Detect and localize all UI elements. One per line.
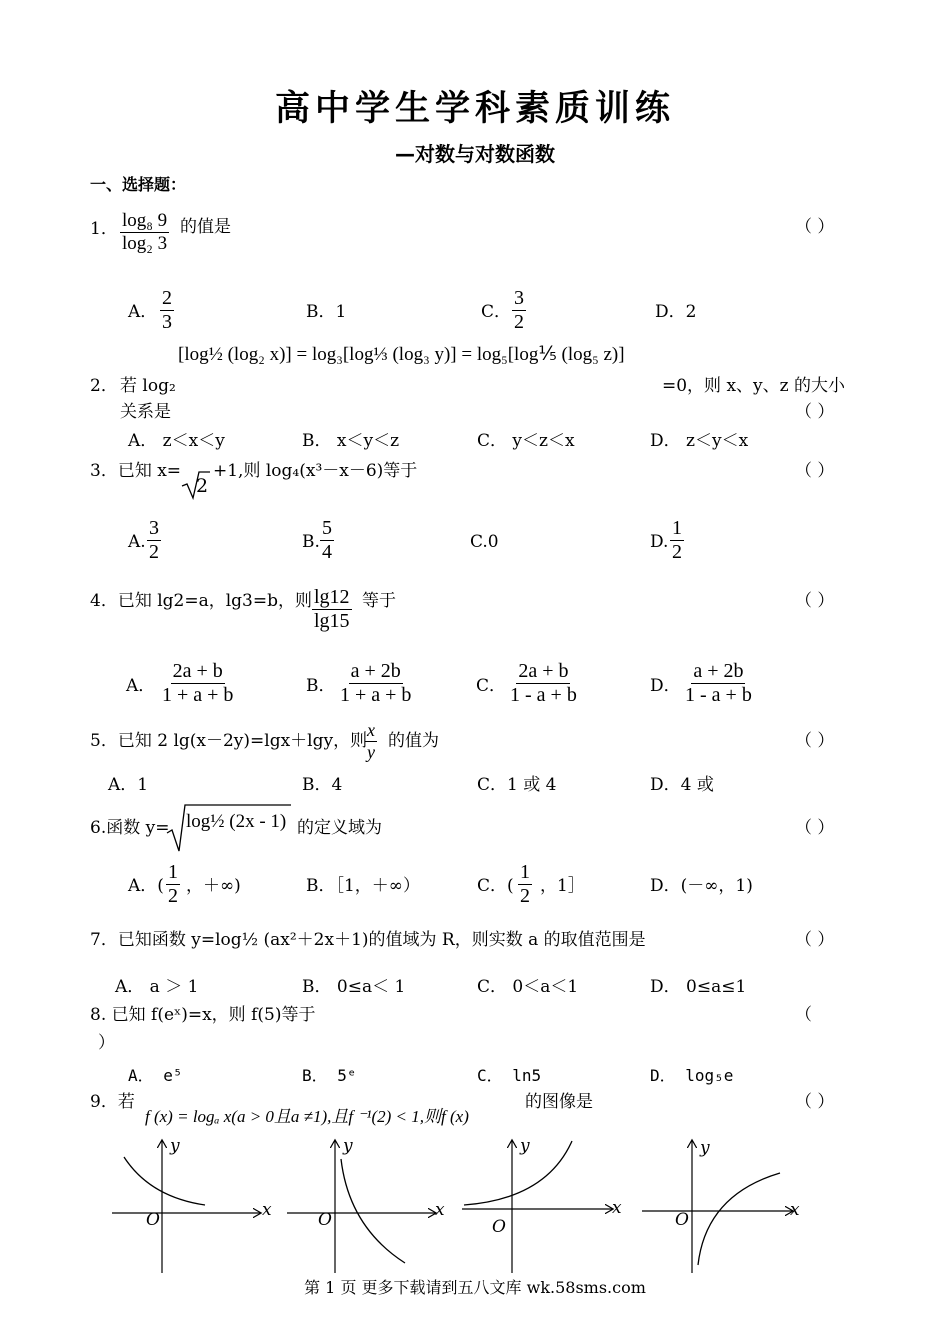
q4-option-d-label: D． [650,676,681,696]
q5-text: 5．已知 2 lg(x－2y)=lgx＋lgy，则 [90,731,368,751]
q4-option-d-fraction [683,660,754,707]
q4-option-c-fraction [508,660,579,707]
q6-text-end: 的定义域为 [297,818,382,838]
q2-option-b: B． x＜y＜z [302,431,400,451]
q6-option-c-start: C．( [477,876,514,896]
q4-b-den: 1 + a + b [340,684,412,706]
section-heading: 一、选择题： [90,175,187,194]
q1-option-d: D．2 [655,302,697,322]
q4-a-den: 1 + a + b [162,684,234,706]
q4-option-a-label: A． [126,676,156,696]
q3-a-den: 2 [149,541,159,563]
q9-graph-d [640,1135,808,1275]
q4-frac-den: lg15 [314,610,350,632]
q1-a-den: 3 [162,311,172,333]
q3-a-num: 3 [149,517,159,539]
q1-option-c-label: C． [481,302,512,322]
q9-text-end: 的图像是 [525,1092,593,1112]
q1-answer-paren: （ ） [795,217,835,237]
q9-graph-c [460,1135,628,1275]
q9-graph-b-origin: O [318,1210,332,1230]
q3-option-b-fraction [320,517,334,564]
q7-option-d: D． 0≤a≤1 [650,977,747,997]
q4-d-den: 1 - a + b [685,684,752,706]
q7-answer-paren: （ ） [795,930,835,950]
q9-answer-paren: （ ） [795,1092,835,1112]
q5-option-a: A．1 [108,775,149,795]
curve [464,1141,572,1205]
q8-option-a: A． e⁵ [128,1066,183,1085]
q4-answer-paren: （ ） [795,591,835,611]
q3-d-num: 1 [672,517,682,539]
q6-a-den: 2 [168,885,178,907]
q9-graph-d-origin: O [675,1210,689,1230]
q5-fraction [365,720,377,763]
q6-c-num: 1 [520,861,530,883]
q8-option-c: C． ln5 [477,1066,542,1085]
q1-option-b: B．1 [306,302,347,322]
q7-text: 7．已知函数 y=log½ (ax²＋2x＋1)的值域为 R，则实数 a 的取值范围是 [90,930,646,950]
curve [341,1159,405,1263]
q3-option-d-fraction [670,517,684,564]
q3-b-den: 4 [322,541,332,563]
q4-option-c-label: C． [476,676,507,696]
q6-root-expression: log½ (2x - 1) [186,811,287,832]
q3-option-d-label: D. [650,532,669,552]
q9-graph-c-y-label: y [520,1136,530,1156]
q6-text: 6.函数 y= [90,818,170,838]
q5-frac-num: x [367,720,375,740]
q7-option-b: B． 0≤a＜ 1 [302,977,406,997]
q1-frac-den: log₂ 3 [122,233,168,254]
q6-option-c-end: ，1］ [540,876,585,896]
q1-number: 1． [90,219,118,239]
q9-graph-b [285,1135,453,1275]
q8-paren-close: ） [98,1033,115,1053]
q1-a-num: 2 [162,287,172,309]
q4-option-b-fraction [338,660,413,707]
q1-fraction [120,210,169,255]
q5-option-d: D．4 或 [650,775,714,795]
q3-text-end: +1,则 log₄(x³－x－6)等于 [213,461,418,481]
q5-option-c: C．1 或 4 [477,775,557,795]
q9-graph-b-x-label: x [435,1200,445,1220]
q4-frac-num: lg12 [314,586,350,608]
q9-graph-c-x-label: x [612,1198,622,1218]
q2-option-d: D． z＜y＜x [650,431,749,451]
q1-c-num: 3 [514,287,524,309]
q2-text-relation: 关系是 [120,402,171,422]
q5-text-end: 的值为 [388,731,439,751]
q1-option-c-fraction [512,287,526,334]
q4-a-num: 2a + b [172,660,223,682]
q4-text: 4．已知 lg2=a，lg3=b，则 [90,591,312,611]
q2-option-a: A． z＜x＜y [128,431,225,451]
q8-paren-open: （ [795,1005,812,1025]
page-title: 高中学生学科素质训练 [274,89,675,129]
q3-option-a-fraction [147,517,161,564]
q2-option-c: C． y＜z＜x [477,431,575,451]
curve [698,1173,780,1265]
q8-text: 8. 已知 f(eˣ)=x，则 f(5)等于 [90,1005,316,1025]
q4-b-num: a + 2b [350,660,401,682]
q3-option-a-label: A. [128,532,146,552]
q6-a-num: 1 [168,861,178,883]
q4-d-num: a + 2b [693,660,744,682]
page-footer: 第 1 页 更多下载请到五八文库 wk.58sms.com [304,1278,646,1297]
q3-text: 3．已知 x= [90,461,182,481]
q9-graph-d-x-label: x [790,1200,800,1220]
q6-option-a-start: A．( [128,876,164,896]
q3-d-den: 2 [672,541,682,563]
q6-option-c-fraction [518,861,532,908]
q8-option-b: B． 5ᵉ [302,1066,357,1085]
curve [124,1157,205,1205]
q3-answer-paren: （ ） [795,461,835,481]
q9-graph-a-origin: O [146,1210,160,1230]
q9-graph-a [110,1135,278,1275]
q9-formula: f (x) = logₐ x(a > 0且a ≠1),且f ⁻¹(2) < 1,则f (x) [145,1107,469,1126]
q4-c-num: 2a + b [518,660,569,682]
q1-c-den: 2 [514,311,524,333]
q2-answer-paren: （ ） [795,402,835,422]
q9-graph-b-y-label: y [343,1136,353,1156]
q6-option-a-fraction [166,861,180,908]
q9-graph-d-y-label: y [700,1138,710,1158]
q4-option-a-fraction [160,660,235,707]
q5-answer-paren: （ ） [795,731,835,751]
q1-option-a-label: A． [128,302,158,322]
page-subtitle: —对数与对数函数 [395,142,555,166]
q6-answer-paren: （ ） [795,818,835,838]
q6-option-a-end: ，＋∞) [186,876,241,896]
q3-option-b-label: B. [302,532,320,552]
q8-option-d: D． log₅e [650,1066,734,1085]
q6-option-b: B．［1，＋∞） [306,876,420,896]
q9-graph-a-x-label: x [262,1200,272,1220]
q9-graph-c-origin: O [492,1217,506,1237]
q4-c-den: 1 - a + b [510,684,577,706]
q1-option-a-fraction [160,287,174,334]
q3-b-num: 5 [322,517,332,539]
q1-frac-num: log₈ 9 [122,210,168,231]
q6-option-d: D．(－∞，1) [650,876,753,896]
q2-formula: [log½ (log₂ x)] = log₃[log⅓ (log₃ y)] = log₅[log⅕ (log₅ z)] [178,344,625,365]
q5-option-b: B．4 [302,775,343,795]
q6-c-den: 2 [520,885,530,907]
q3-sqrt-value: 2 [196,475,209,497]
q7-option-a: A． a ＞ 1 [115,977,199,997]
q4-option-b-label: B． [306,676,336,696]
q2-text-end: =0，则 x、y、z 的大小 [662,376,846,396]
q9-number: 9．若 [90,1092,135,1112]
q1-text: 的值是 [180,217,231,237]
q4-fraction [312,586,352,633]
q9-graph-a-y-label: y [170,1136,180,1156]
q4-text-end: 等于 [362,591,396,611]
q7-option-c: C． 0＜a＜1 [477,977,579,997]
q5-frac-den: y [367,742,375,762]
q3-option-c: C.0 [470,532,499,552]
q2-text-start: 若 log₂ [120,376,176,396]
q2-number: 2． [90,376,118,396]
